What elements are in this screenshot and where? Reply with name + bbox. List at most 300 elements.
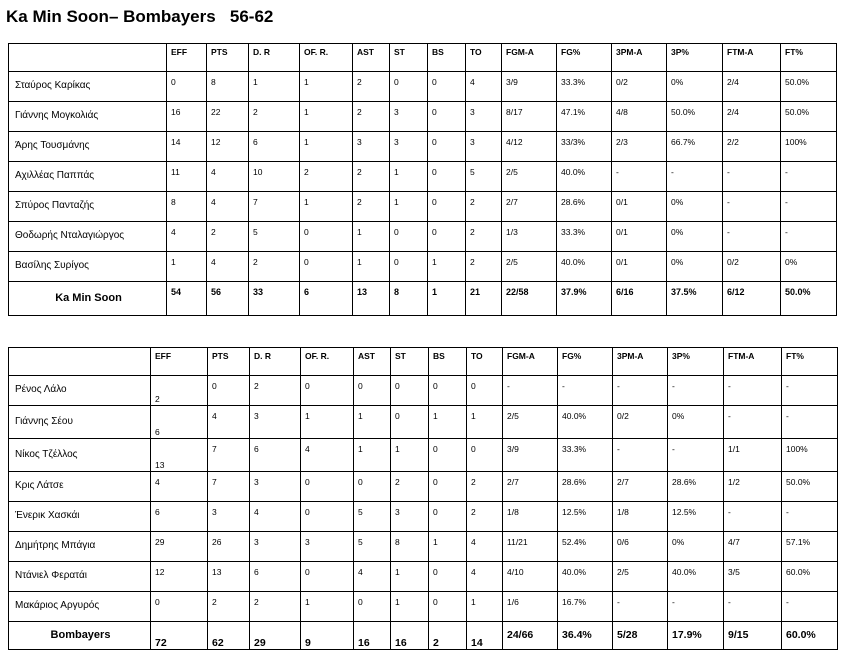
- stat-cell: -: [782, 592, 838, 622]
- stat-cell: 8/17: [502, 102, 557, 132]
- stat-cell: 3/5: [724, 562, 782, 592]
- stat-cell: 0: [354, 472, 391, 502]
- stat-cell: 50.0%: [781, 102, 837, 132]
- stat-cell: -: [668, 439, 724, 472]
- total-stat-cell: 54: [167, 282, 207, 316]
- stat-cell: 0: [301, 472, 354, 502]
- stat-cell: 1/8: [613, 502, 668, 532]
- stat-cell: 0: [428, 72, 466, 102]
- stat-cell: 0: [428, 102, 466, 132]
- stat-cell: 28.6%: [557, 192, 612, 222]
- total-stat-cell: 9: [301, 622, 354, 650]
- stat-cell: 2/5: [502, 252, 557, 282]
- stat-cell: 1: [301, 592, 354, 622]
- stat-cell: 28.6%: [558, 472, 613, 502]
- player-name: Ντάνιελ Φερατάι: [9, 562, 151, 592]
- stat-cell: 3: [250, 406, 301, 439]
- total-stat-cell: 37.9%: [557, 282, 612, 316]
- stat-cell: 2/4: [723, 102, 781, 132]
- total-stat-cell: 14: [467, 622, 503, 650]
- stat-cell: 0: [390, 72, 428, 102]
- table-row: [9, 102, 837, 132]
- stat-cell: 2: [466, 192, 502, 222]
- total-stat-cell: 72: [151, 622, 208, 650]
- stat-cell: 0: [428, 132, 466, 162]
- stat-cell: 13: [208, 562, 250, 592]
- player-name: Γιάννης Μογκολιάς: [9, 102, 167, 132]
- stat-cell: 0: [300, 252, 353, 282]
- stat-cell: 4: [207, 162, 249, 192]
- total-stat-cell: 37.5%: [667, 282, 723, 316]
- header-cell: PTS: [208, 348, 250, 376]
- stat-cell: 0/2: [723, 252, 781, 282]
- stat-cell: 50.0%: [667, 102, 723, 132]
- stat-cell: 4/7: [724, 532, 782, 562]
- stat-cell: 0: [429, 376, 467, 406]
- stat-cell: 0/2: [612, 72, 667, 102]
- stat-cell: 2/4: [723, 72, 781, 102]
- stat-cell: 2: [249, 252, 300, 282]
- stat-cell: 1: [301, 406, 354, 439]
- stats-table-bombayers: [8, 347, 838, 650]
- header-cell: 3PM-A: [613, 348, 668, 376]
- stat-cell: 4: [466, 72, 502, 102]
- stat-cell: 0: [467, 376, 503, 406]
- header-cell: FTM-A: [724, 348, 782, 376]
- stat-cell: 4: [467, 532, 503, 562]
- player-name: Άρης Τουσμάνης: [9, 132, 167, 162]
- table-row: [9, 132, 837, 162]
- stat-cell: 4: [301, 439, 354, 472]
- stat-cell: 1: [428, 252, 466, 282]
- stat-cell: 2/7: [502, 192, 557, 222]
- stat-cell: 2/3: [612, 132, 667, 162]
- stat-cell: 0: [467, 439, 503, 472]
- total-stat-cell: 29: [250, 622, 301, 650]
- stat-cell: 8: [207, 72, 249, 102]
- stat-cell: 4/12: [502, 132, 557, 162]
- total-stat-cell: 1: [428, 282, 466, 316]
- table-row: [9, 376, 838, 406]
- stat-cell: 3: [353, 132, 390, 162]
- stat-cell: 3: [391, 502, 429, 532]
- total-stat-cell: 22/58: [502, 282, 557, 316]
- stat-cell: 5: [249, 222, 300, 252]
- stat-cell: 1: [390, 192, 428, 222]
- stat-cell: 2: [249, 102, 300, 132]
- stat-cell: 4: [167, 222, 207, 252]
- header-cell: FGM-A: [502, 44, 557, 72]
- stat-cell: 40.0%: [558, 562, 613, 592]
- player-name: Θοδωρής Νταλαγιώργος: [9, 222, 167, 252]
- stat-cell: 2: [467, 502, 503, 532]
- stat-cell: 2: [208, 592, 250, 622]
- table-row: [9, 439, 838, 472]
- header-cell: OF. R.: [300, 44, 353, 72]
- header-cell: D. R: [249, 44, 300, 72]
- stat-cell: 2: [466, 222, 502, 252]
- stat-cell: 7: [208, 439, 250, 472]
- stat-cell: 0: [301, 376, 354, 406]
- stat-cell: 33/3%: [557, 132, 612, 162]
- header-cell-empty: [9, 348, 151, 376]
- stat-cell: 0: [300, 222, 353, 252]
- stat-cell: 6: [151, 406, 208, 439]
- stat-cell: -: [723, 222, 781, 252]
- stat-cell: 12.5%: [668, 502, 724, 532]
- stat-cell: 11/21: [503, 532, 558, 562]
- table-row: [9, 222, 837, 252]
- stat-cell: -: [782, 376, 838, 406]
- team-total-row: [9, 282, 837, 316]
- stat-cell: 4: [354, 562, 391, 592]
- stat-cell: 0/1: [612, 192, 667, 222]
- stat-cell: 2: [353, 102, 390, 132]
- stat-cell: 1: [429, 406, 467, 439]
- stat-cell: 0/2: [613, 406, 668, 439]
- total-stat-cell: 8: [390, 282, 428, 316]
- player-name: Δημήτρης Μπάγια: [9, 532, 151, 562]
- stat-cell: 3: [250, 472, 301, 502]
- stat-cell: 2/5: [502, 162, 557, 192]
- stat-cell: 0%: [667, 72, 723, 102]
- stat-cell: 6: [250, 562, 301, 592]
- stat-cell: 1: [429, 532, 467, 562]
- stat-cell: 0: [429, 562, 467, 592]
- stat-cell: 4: [208, 406, 250, 439]
- stat-cell: -: [781, 222, 837, 252]
- stat-cell: 0/1: [612, 252, 667, 282]
- stat-cell: 33.3%: [558, 439, 613, 472]
- header-cell: FG%: [558, 348, 613, 376]
- player-name: Νίκος Τζέλλος: [9, 439, 151, 472]
- stat-cell: 40.0%: [557, 162, 612, 192]
- stat-cell: 2/2: [723, 132, 781, 162]
- stat-cell: 2: [151, 376, 208, 406]
- table-row: [9, 562, 838, 592]
- stat-cell: 1: [300, 132, 353, 162]
- stat-cell: 2: [250, 376, 301, 406]
- stat-cell: 14: [167, 132, 207, 162]
- stat-cell: -: [668, 376, 724, 406]
- stats-table-ka-min-soon: [8, 43, 837, 316]
- header-cell: AST: [353, 44, 390, 72]
- stat-cell: 2: [353, 72, 390, 102]
- total-stat-cell: 62: [208, 622, 250, 650]
- stat-cell: 40.0%: [558, 406, 613, 439]
- stat-cell: 33.3%: [557, 72, 612, 102]
- total-stat-cell: 36.4%: [558, 622, 613, 650]
- header-cell: ST: [390, 44, 428, 72]
- stat-cell: -: [613, 376, 668, 406]
- player-name: Μακάριος Αργυρός: [9, 592, 151, 622]
- table-row: [9, 162, 837, 192]
- header-cell: FTM-A: [723, 44, 781, 72]
- stat-cell: 2: [391, 472, 429, 502]
- stat-cell: 1: [354, 439, 391, 472]
- stat-cell: 8: [167, 192, 207, 222]
- stat-cell: 3: [301, 532, 354, 562]
- header-cell: OF. R.: [301, 348, 354, 376]
- stat-cell: 26: [208, 532, 250, 562]
- stat-cell: 2: [353, 192, 390, 222]
- table-header-row: [9, 44, 837, 72]
- stat-cell: 3: [466, 102, 502, 132]
- stat-cell: 0: [428, 192, 466, 222]
- player-name: Γιάννης Σέου: [9, 406, 151, 439]
- stat-cell: 5: [354, 502, 391, 532]
- header-cell: FGM-A: [503, 348, 558, 376]
- stat-cell: 0: [354, 376, 391, 406]
- stat-cell: 6: [151, 502, 208, 532]
- stat-cell: 3: [208, 502, 250, 532]
- stat-cell: -: [613, 439, 668, 472]
- stat-cell: 1: [354, 406, 391, 439]
- stat-cell: 4: [467, 562, 503, 592]
- header-cell: PTS: [207, 44, 249, 72]
- stat-cell: -: [668, 592, 724, 622]
- stat-cell: 1: [300, 102, 353, 132]
- stat-cell: 0: [391, 406, 429, 439]
- table-row: [9, 532, 838, 562]
- total-stat-cell: 6/16: [612, 282, 667, 316]
- stat-cell: -: [782, 502, 838, 532]
- player-name: Σπύρος Πανταζής: [9, 192, 167, 222]
- stat-cell: 40.0%: [557, 252, 612, 282]
- table-header-row: [9, 348, 838, 376]
- stat-cell: -: [782, 406, 838, 439]
- stat-cell: 0: [208, 376, 250, 406]
- stat-cell: 52.4%: [558, 532, 613, 562]
- stat-cell: 4/8: [612, 102, 667, 132]
- stat-cell: -: [558, 376, 613, 406]
- stat-cell: 16: [167, 102, 207, 132]
- stat-cell: 0: [391, 376, 429, 406]
- stat-cell: 22: [207, 102, 249, 132]
- stat-cell: -: [724, 376, 782, 406]
- stat-cell: 3: [390, 102, 428, 132]
- stat-cell: 0%: [667, 192, 723, 222]
- stat-cell: 1/6: [503, 592, 558, 622]
- stat-cell: 2: [300, 162, 353, 192]
- total-stat-cell: 16: [391, 622, 429, 650]
- stat-cell: 2/7: [613, 472, 668, 502]
- stat-cell: 0%: [781, 252, 837, 282]
- stat-cell: 60.0%: [782, 562, 838, 592]
- stat-cell: -: [724, 406, 782, 439]
- stat-cell: 0: [167, 72, 207, 102]
- stat-cell: 1/2: [724, 472, 782, 502]
- header-cell: FT%: [782, 348, 838, 376]
- stat-cell: 0: [390, 252, 428, 282]
- stat-cell: 57.1%: [782, 532, 838, 562]
- stat-cell: -: [781, 162, 837, 192]
- stat-cell: 2/7: [503, 472, 558, 502]
- team-total-row: [9, 622, 838, 650]
- player-name: Βασίλης Συρίγος: [9, 252, 167, 282]
- stat-cell: 100%: [781, 132, 837, 162]
- stat-cell: 7: [249, 192, 300, 222]
- stat-cell: 3/9: [503, 439, 558, 472]
- stat-cell: 0/1: [612, 222, 667, 252]
- stat-cell: 1: [167, 252, 207, 282]
- stat-cell: 0: [354, 592, 391, 622]
- stat-cell: 1/1: [724, 439, 782, 472]
- stat-cell: 4: [207, 192, 249, 222]
- stat-cell: 0: [390, 222, 428, 252]
- stat-cell: 1/3: [502, 222, 557, 252]
- team-name: Bombayers: [9, 622, 151, 650]
- stat-cell: 5: [466, 162, 502, 192]
- header-cell: TO: [467, 348, 503, 376]
- stat-cell: 12: [207, 132, 249, 162]
- stat-cell: 0%: [667, 222, 723, 252]
- stat-cell: -: [723, 192, 781, 222]
- stat-cell: 0: [429, 592, 467, 622]
- stat-cell: -: [781, 192, 837, 222]
- stat-cell: 11: [167, 162, 207, 192]
- stat-cell: 1: [353, 222, 390, 252]
- stat-cell: 0: [429, 472, 467, 502]
- player-name: Αχιλλέας Παππάς: [9, 162, 167, 192]
- stat-cell: 3: [466, 132, 502, 162]
- header-cell: BS: [428, 44, 466, 72]
- stat-cell: 2: [207, 222, 249, 252]
- header-cell: D. R: [250, 348, 301, 376]
- stat-cell: 0: [151, 592, 208, 622]
- table-row: [9, 502, 838, 532]
- stat-cell: 4: [207, 252, 249, 282]
- total-stat-cell: 5/28: [613, 622, 668, 650]
- stat-cell: 1: [391, 562, 429, 592]
- stat-cell: 1: [353, 252, 390, 282]
- stat-cell: 0: [429, 439, 467, 472]
- stat-cell: 3/9: [502, 72, 557, 102]
- stat-cell: 0: [301, 562, 354, 592]
- stat-cell: 28.6%: [668, 472, 724, 502]
- table-row: [9, 592, 838, 622]
- stat-cell: 8: [391, 532, 429, 562]
- table-row: [9, 72, 837, 102]
- stat-cell: 1: [467, 406, 503, 439]
- stat-cell: 40.0%: [668, 562, 724, 592]
- stat-cell: 2: [467, 472, 503, 502]
- stat-cell: 4/10: [503, 562, 558, 592]
- stat-cell: 2: [250, 592, 301, 622]
- stat-cell: 29: [151, 532, 208, 562]
- stat-cell: 0%: [667, 252, 723, 282]
- stat-cell: 50.0%: [781, 72, 837, 102]
- total-stat-cell: 24/66: [503, 622, 558, 650]
- page-title: Ka Min Soon– Bombayers 56-62: [6, 7, 274, 26]
- stat-cell: 33.3%: [557, 222, 612, 252]
- stat-cell: 5: [354, 532, 391, 562]
- stat-cell: 47.1%: [557, 102, 612, 132]
- stat-cell: 13: [151, 439, 208, 472]
- total-stat-cell: 21: [466, 282, 502, 316]
- stat-cell: -: [723, 162, 781, 192]
- header-cell: TO: [466, 44, 502, 72]
- stat-cell: 4: [250, 502, 301, 532]
- stat-cell: 2: [466, 252, 502, 282]
- stat-cell: 1: [300, 192, 353, 222]
- stat-cell: 2: [353, 162, 390, 192]
- stat-cell: 1/8: [503, 502, 558, 532]
- stat-cell: 0%: [668, 532, 724, 562]
- stat-cell: 1: [391, 439, 429, 472]
- header-cell: EFF: [151, 348, 208, 376]
- stat-cell: 0: [428, 222, 466, 252]
- stat-cell: 0: [301, 502, 354, 532]
- stat-cell: 1: [249, 72, 300, 102]
- total-stat-cell: 13: [353, 282, 390, 316]
- player-name: Κρις Λάτσε: [9, 472, 151, 502]
- header-cell: EFF: [167, 44, 207, 72]
- table-row: [9, 252, 837, 282]
- table-row: [9, 472, 838, 502]
- total-stat-cell: 2: [429, 622, 467, 650]
- header-cell: 3P%: [668, 348, 724, 376]
- stat-cell: -: [612, 162, 667, 192]
- stat-cell: -: [724, 502, 782, 532]
- stat-cell: -: [613, 592, 668, 622]
- stat-cell: 1: [467, 592, 503, 622]
- stat-cell: 0: [428, 162, 466, 192]
- player-name: Ένερικ Χασκάι: [9, 502, 151, 532]
- header-cell: FG%: [557, 44, 612, 72]
- total-stat-cell: 16: [354, 622, 391, 650]
- stat-cell: 16.7%: [558, 592, 613, 622]
- total-stat-cell: 60.0%: [782, 622, 838, 650]
- stat-cell: 6: [249, 132, 300, 162]
- total-stat-cell: 9/15: [724, 622, 782, 650]
- stat-cell: 10: [249, 162, 300, 192]
- player-name: Ρένος Λάλο: [9, 376, 151, 406]
- total-stat-cell: 56: [207, 282, 249, 316]
- stat-cell: 0: [429, 502, 467, 532]
- team-name: Ka Min Soon: [9, 282, 167, 316]
- stat-cell: -: [724, 592, 782, 622]
- total-stat-cell: 6/12: [723, 282, 781, 316]
- table-row: [9, 192, 837, 222]
- total-stat-cell: 6: [300, 282, 353, 316]
- total-stat-cell: 33: [249, 282, 300, 316]
- player-name: Σταύρος Καρίκας: [9, 72, 167, 102]
- stat-cell: 3: [250, 532, 301, 562]
- stat-cell: 100%: [782, 439, 838, 472]
- stat-cell: 4: [151, 472, 208, 502]
- total-stat-cell: 50.0%: [781, 282, 837, 316]
- header-cell: 3PM-A: [612, 44, 667, 72]
- stat-cell: 12.5%: [558, 502, 613, 532]
- header-cell: BS: [429, 348, 467, 376]
- header-cell: 3P%: [667, 44, 723, 72]
- stat-cell: 0%: [668, 406, 724, 439]
- header-cell: ST: [391, 348, 429, 376]
- header-cell: AST: [354, 348, 391, 376]
- stat-cell: 1: [390, 162, 428, 192]
- header-cell: FT%: [781, 44, 837, 72]
- stat-cell: 2/5: [503, 406, 558, 439]
- stat-cell: -: [667, 162, 723, 192]
- stat-cell: 1: [391, 592, 429, 622]
- stat-cell: 12: [151, 562, 208, 592]
- stat-cell: 0/6: [613, 532, 668, 562]
- stat-cell: 3: [390, 132, 428, 162]
- stat-cell: 50.0%: [782, 472, 838, 502]
- stat-cell: 6: [250, 439, 301, 472]
- stat-cell: 7: [208, 472, 250, 502]
